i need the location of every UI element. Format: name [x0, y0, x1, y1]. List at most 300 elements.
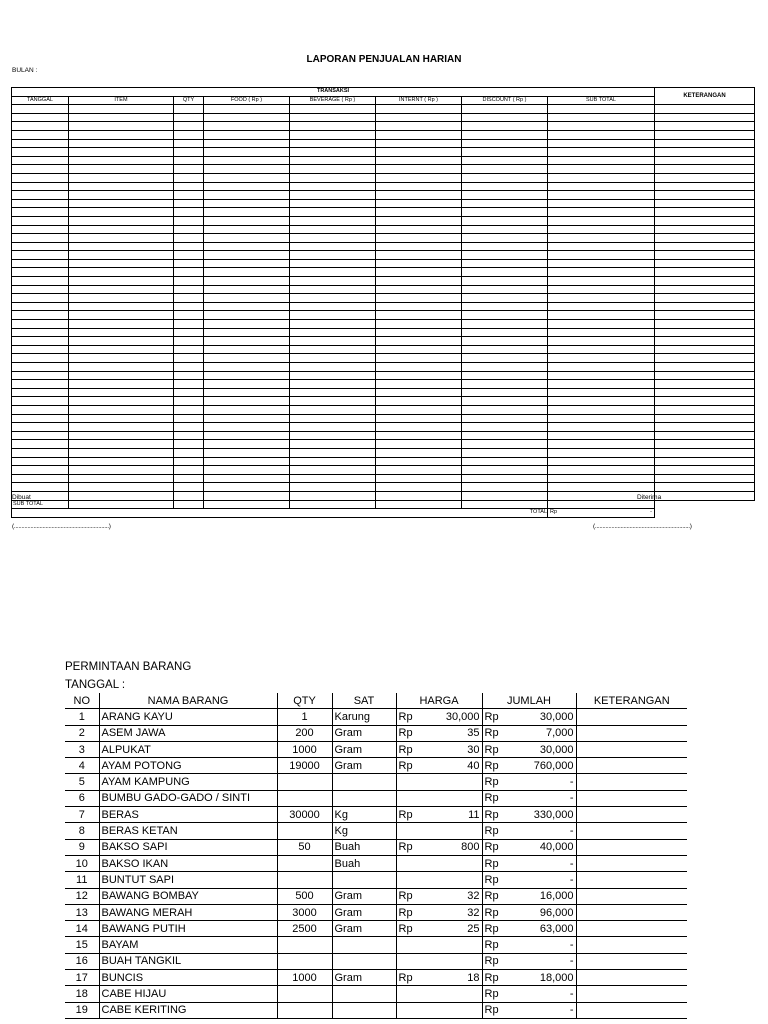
report-cell: [174, 294, 204, 303]
report-cell: [69, 380, 174, 389]
report-cell: [290, 139, 376, 148]
report-cell: [376, 113, 462, 122]
report-cell: [655, 405, 755, 414]
report-cell: [548, 225, 655, 234]
report-cell: [290, 251, 376, 260]
row-harga-currency: [396, 790, 416, 806]
report-row: [12, 182, 755, 191]
report-cell: [69, 371, 174, 380]
row-harga-currency: [396, 1002, 416, 1018]
report-cell: [548, 156, 655, 165]
report-cell: [69, 191, 174, 200]
report-cell: [462, 251, 548, 260]
table-row: [65, 823, 687, 839]
row-sat: Buah: [332, 839, 396, 855]
report-cell: [290, 414, 376, 423]
report-cell: [548, 405, 655, 414]
subtotal-cell: [69, 500, 174, 509]
report-cell: [290, 165, 376, 174]
row-keterangan: [576, 725, 687, 741]
report-cell: [655, 397, 755, 406]
table-row: [65, 953, 687, 969]
report-cell: [69, 182, 174, 191]
report-cell: [204, 328, 290, 337]
report-cell: [204, 191, 290, 200]
report-cell: [548, 466, 655, 475]
report-cell: [376, 405, 462, 414]
row-jumlah: -: [504, 1002, 576, 1018]
report-cell: [174, 466, 204, 475]
column-header: SAT: [332, 693, 396, 709]
total-label: TOTAL: [12, 509, 548, 518]
report-cell: [462, 156, 548, 165]
report-cell: [12, 268, 69, 277]
report-cell: [204, 130, 290, 139]
row-sat: [332, 937, 396, 953]
report-cell: [290, 173, 376, 182]
report-cell: [376, 165, 462, 174]
report-cell: [376, 448, 462, 457]
report-cell: [290, 277, 376, 286]
column-header: DISCOUNT ( Rp ): [462, 96, 548, 105]
report-cell: [174, 320, 204, 329]
row-no: 15: [65, 937, 99, 953]
row-harga-currency: Rp: [396, 888, 416, 904]
report-cell: [12, 199, 69, 208]
report-cell: [69, 148, 174, 157]
table-row: [65, 937, 687, 953]
column-header: NO: [65, 693, 99, 709]
report-cell: [548, 363, 655, 372]
report-cell: [462, 148, 548, 157]
row-qty: [277, 872, 332, 888]
report-row: [12, 337, 755, 346]
report-cell: [204, 122, 290, 131]
report-row: [12, 414, 755, 423]
row-sat: [332, 790, 396, 806]
row-jumlah-currency: Rp: [482, 709, 504, 725]
report-cell: [462, 414, 548, 423]
report-cell: [174, 363, 204, 372]
permintaan-tanggal-label: TANGGAL :: [65, 679, 126, 691]
report-cell: [462, 225, 548, 234]
bulan-label: BULAN :: [12, 67, 38, 74]
report-row: [12, 405, 755, 414]
row-jumlah-currency: Rp: [482, 807, 504, 823]
report-row: [12, 483, 755, 492]
report-row: [12, 173, 755, 182]
column-header: KETERANGAN: [576, 693, 687, 709]
row-jumlah-currency: Rp: [482, 872, 504, 888]
report-cell: [69, 466, 174, 475]
row-harga: 18: [416, 970, 482, 986]
report-cell: [174, 380, 204, 389]
report-cell: [12, 251, 69, 260]
report-cell: [12, 277, 69, 286]
report-cell: [290, 491, 376, 500]
report-cell: [69, 268, 174, 277]
report-cell: [462, 294, 548, 303]
column-header-row: [12, 96, 755, 105]
row-nama-barang: ARANG KAYU: [99, 709, 277, 725]
report-title: LAPORAN PENJUALAN HARIAN: [306, 54, 462, 65]
row-nama-barang: ASEM JAWA: [99, 725, 277, 741]
report-row: [12, 285, 755, 294]
row-harga-currency: [396, 953, 416, 969]
row-harga: 30,000: [416, 709, 482, 725]
report-cell: [12, 234, 69, 243]
report-cell: [174, 405, 204, 414]
report-cell: [174, 139, 204, 148]
report-cell: [548, 268, 655, 277]
row-jumlah: 18,000: [504, 970, 576, 986]
report-cell: [174, 414, 204, 423]
report-cell: [69, 251, 174, 260]
report-cell: [174, 130, 204, 139]
row-harga-currency: Rp: [396, 758, 416, 774]
report-cell: [376, 225, 462, 234]
row-nama-barang: BUNCIS: [99, 970, 277, 986]
sales-report-table: [11, 87, 755, 518]
report-cell: [69, 173, 174, 182]
row-harga: 35: [416, 725, 482, 741]
report-cell: [174, 354, 204, 363]
report-cell: [69, 208, 174, 217]
column-header: BEVERAGE ( Rp ): [290, 96, 376, 105]
report-row: [12, 251, 755, 260]
table-row: [65, 855, 687, 871]
report-cell: [462, 208, 548, 217]
report-cell: [376, 199, 462, 208]
row-sat: Kg: [332, 807, 396, 823]
empty-cell: [655, 500, 755, 509]
report-cell: [548, 251, 655, 260]
report-cell: [290, 130, 376, 139]
report-cell: [69, 363, 174, 372]
row-keterangan: [576, 774, 687, 790]
row-sat: Gram: [332, 741, 396, 757]
report-row: [12, 423, 755, 432]
report-cell: [204, 457, 290, 466]
row-qty: [277, 986, 332, 1002]
report-cell: [376, 122, 462, 131]
report-cell: [655, 225, 755, 234]
signature-line-right: (...............................................................): [593, 523, 692, 530]
report-cell: [290, 345, 376, 354]
report-cell: [462, 328, 548, 337]
report-cell: [12, 302, 69, 311]
report-cell: [376, 491, 462, 500]
row-qty: [277, 937, 332, 953]
row-sat: [332, 872, 396, 888]
report-cell: [69, 294, 174, 303]
report-cell: [655, 320, 755, 329]
report-cell: [462, 130, 548, 139]
row-harga: [416, 823, 482, 839]
row-sat: [332, 1002, 396, 1018]
report-cell: [655, 259, 755, 268]
report-cell: [174, 191, 204, 200]
row-sat: [332, 986, 396, 1002]
report-cell: [655, 337, 755, 346]
report-cell: [548, 182, 655, 191]
report-cell: [204, 405, 290, 414]
report-cell: [376, 259, 462, 268]
report-cell: [69, 199, 174, 208]
report-cell: [12, 130, 69, 139]
report-cell: [462, 483, 548, 492]
report-cell: [548, 130, 655, 139]
report-cell: [69, 242, 174, 251]
row-no: 14: [65, 921, 99, 937]
report-cell: [204, 259, 290, 268]
report-cell: [655, 165, 755, 174]
row-keterangan: [576, 855, 687, 871]
row-keterangan: [576, 839, 687, 855]
report-cell: [69, 345, 174, 354]
report-cell: [376, 139, 462, 148]
row-no: 16: [65, 953, 99, 969]
report-cell: [204, 277, 290, 286]
row-jumlah-currency: Rp: [482, 970, 504, 986]
report-cell: [174, 277, 204, 286]
report-cell: [548, 414, 655, 423]
row-harga-currency: Rp: [396, 725, 416, 741]
report-cell: [376, 354, 462, 363]
report-cell: [12, 414, 69, 423]
row-harga: 11: [416, 807, 482, 823]
report-row: [12, 448, 755, 457]
report-cell: [376, 285, 462, 294]
column-header: HARGA: [396, 693, 482, 709]
report-cell: [204, 105, 290, 114]
table-row: [65, 725, 687, 741]
report-cell: [462, 199, 548, 208]
row-nama-barang: BERAS KETAN: [99, 823, 277, 839]
report-cell: [174, 345, 204, 354]
row-harga: 32: [416, 904, 482, 920]
row-sat: Gram: [332, 921, 396, 937]
report-cell: [462, 242, 548, 251]
report-cell: [69, 423, 174, 432]
report-cell: [655, 130, 755, 139]
report-cell: [12, 363, 69, 372]
report-cell: [655, 354, 755, 363]
report-row: [12, 380, 755, 389]
report-row: [12, 130, 755, 139]
report-cell: [204, 337, 290, 346]
report-cell: [204, 173, 290, 182]
report-row: [12, 354, 755, 363]
report-cell: [290, 122, 376, 131]
report-cell: [376, 191, 462, 200]
row-nama-barang: BUAH TANGKIL: [99, 953, 277, 969]
report-cell: [12, 105, 69, 114]
report-cell: [69, 448, 174, 457]
row-sat: Gram: [332, 904, 396, 920]
report-cell: [12, 113, 69, 122]
report-cell: [548, 483, 655, 492]
report-cell: [462, 431, 548, 440]
report-cell: [174, 216, 204, 225]
row-nama-barang: BAWANG MERAH: [99, 904, 277, 920]
report-cell: [69, 440, 174, 449]
report-cell: [376, 474, 462, 483]
row-harga: 32: [416, 888, 482, 904]
report-cell: [69, 457, 174, 466]
report-cell: [655, 173, 755, 182]
report-cell: [12, 225, 69, 234]
row-sat: Gram: [332, 758, 396, 774]
report-cell: [376, 483, 462, 492]
row-qty: 19000: [277, 758, 332, 774]
row-no: 17: [65, 970, 99, 986]
report-cell: [548, 199, 655, 208]
report-cell: [462, 466, 548, 475]
report-cell: [204, 491, 290, 500]
report-cell: [548, 105, 655, 114]
report-cell: [655, 302, 755, 311]
report-cell: [12, 431, 69, 440]
column-header: ITEM: [69, 96, 174, 105]
row-keterangan: [576, 953, 687, 969]
row-nama-barang: BAKSO IKAN: [99, 855, 277, 871]
report-cell: [548, 371, 655, 380]
report-cell: [462, 423, 548, 432]
report-cell: [12, 216, 69, 225]
report-cell: [548, 397, 655, 406]
report-cell: [462, 363, 548, 372]
row-keterangan: [576, 937, 687, 953]
row-jumlah: 16,000: [504, 888, 576, 904]
report-cell: [69, 397, 174, 406]
row-jumlah: 7,000: [504, 725, 576, 741]
report-cell: [655, 268, 755, 277]
row-harga: [416, 937, 482, 953]
table-row: [65, 1002, 687, 1018]
row-qty: 200: [277, 725, 332, 741]
report-cell: [462, 191, 548, 200]
signature-line-left: (...............................................................): [12, 523, 111, 530]
report-cell: [174, 337, 204, 346]
report-cell: [290, 371, 376, 380]
report-cell: [12, 328, 69, 337]
row-qty: [277, 1002, 332, 1018]
report-cell: [174, 105, 204, 114]
report-row: [12, 277, 755, 286]
row-harga-currency: [396, 986, 416, 1002]
row-sat: [332, 774, 396, 790]
report-cell: [204, 423, 290, 432]
report-cell: [548, 448, 655, 457]
report-cell: [655, 466, 755, 475]
report-cell: [655, 457, 755, 466]
report-row: [12, 302, 755, 311]
row-keterangan: [576, 807, 687, 823]
report-cell: [376, 156, 462, 165]
report-cell: [548, 285, 655, 294]
subtotal-row: [12, 500, 755, 509]
report-cell: [174, 268, 204, 277]
report-cell: [376, 251, 462, 260]
report-cell: [12, 448, 69, 457]
row-nama-barang: BUMBU GADO-GADO / SINTI: [99, 790, 277, 806]
row-harga: [416, 790, 482, 806]
subtotal-label: SUB TOTAL: [12, 500, 69, 509]
row-harga: [416, 953, 482, 969]
report-cell: [174, 173, 204, 182]
report-row: [12, 431, 755, 440]
report-cell: [69, 130, 174, 139]
report-cell: [376, 208, 462, 217]
report-cell: [290, 328, 376, 337]
report-cell: [174, 165, 204, 174]
report-cell: [376, 268, 462, 277]
report-cell: [548, 277, 655, 286]
row-no: 10: [65, 855, 99, 871]
report-cell: [69, 259, 174, 268]
report-cell: [12, 388, 69, 397]
table-row: [65, 807, 687, 823]
report-cell: [462, 302, 548, 311]
report-cell: [290, 448, 376, 457]
report-cell: [462, 448, 548, 457]
report-cell: [548, 165, 655, 174]
report-cell: [462, 122, 548, 131]
row-keterangan: [576, 888, 687, 904]
report-cell: [548, 113, 655, 122]
report-cell: [290, 234, 376, 243]
table-row: [65, 986, 687, 1002]
report-cell: [548, 259, 655, 268]
report-cell: [204, 294, 290, 303]
row-sat: Buah: [332, 855, 396, 871]
report-cell: [204, 371, 290, 380]
report-cell: [290, 483, 376, 492]
report-row: [12, 397, 755, 406]
report-cell: [376, 302, 462, 311]
report-cell: [12, 483, 69, 492]
row-jumlah-currency: Rp: [482, 758, 504, 774]
report-row: [12, 199, 755, 208]
report-cell: [204, 199, 290, 208]
report-cell: [12, 440, 69, 449]
report-cell: [376, 431, 462, 440]
report-cell: [655, 474, 755, 483]
report-cell: [204, 251, 290, 260]
report-row: [12, 311, 755, 320]
report-cell: [290, 431, 376, 440]
report-cell: [655, 483, 755, 492]
report-cell: [204, 363, 290, 372]
report-cell: [204, 431, 290, 440]
report-cell: [655, 277, 755, 286]
row-harga-currency: Rp: [396, 921, 416, 937]
report-cell: [290, 457, 376, 466]
report-cell: [290, 268, 376, 277]
report-cell: [12, 139, 69, 148]
row-jumlah-currency: Rp: [482, 855, 504, 871]
report-cell: [174, 448, 204, 457]
report-cell: [204, 397, 290, 406]
report-row: [12, 148, 755, 157]
column-header: TANGGAL: [12, 96, 69, 105]
row-jumlah: 30,000: [504, 741, 576, 757]
row-no: 4: [65, 758, 99, 774]
report-cell: [12, 156, 69, 165]
report-cell: [376, 397, 462, 406]
report-cell: [376, 242, 462, 251]
